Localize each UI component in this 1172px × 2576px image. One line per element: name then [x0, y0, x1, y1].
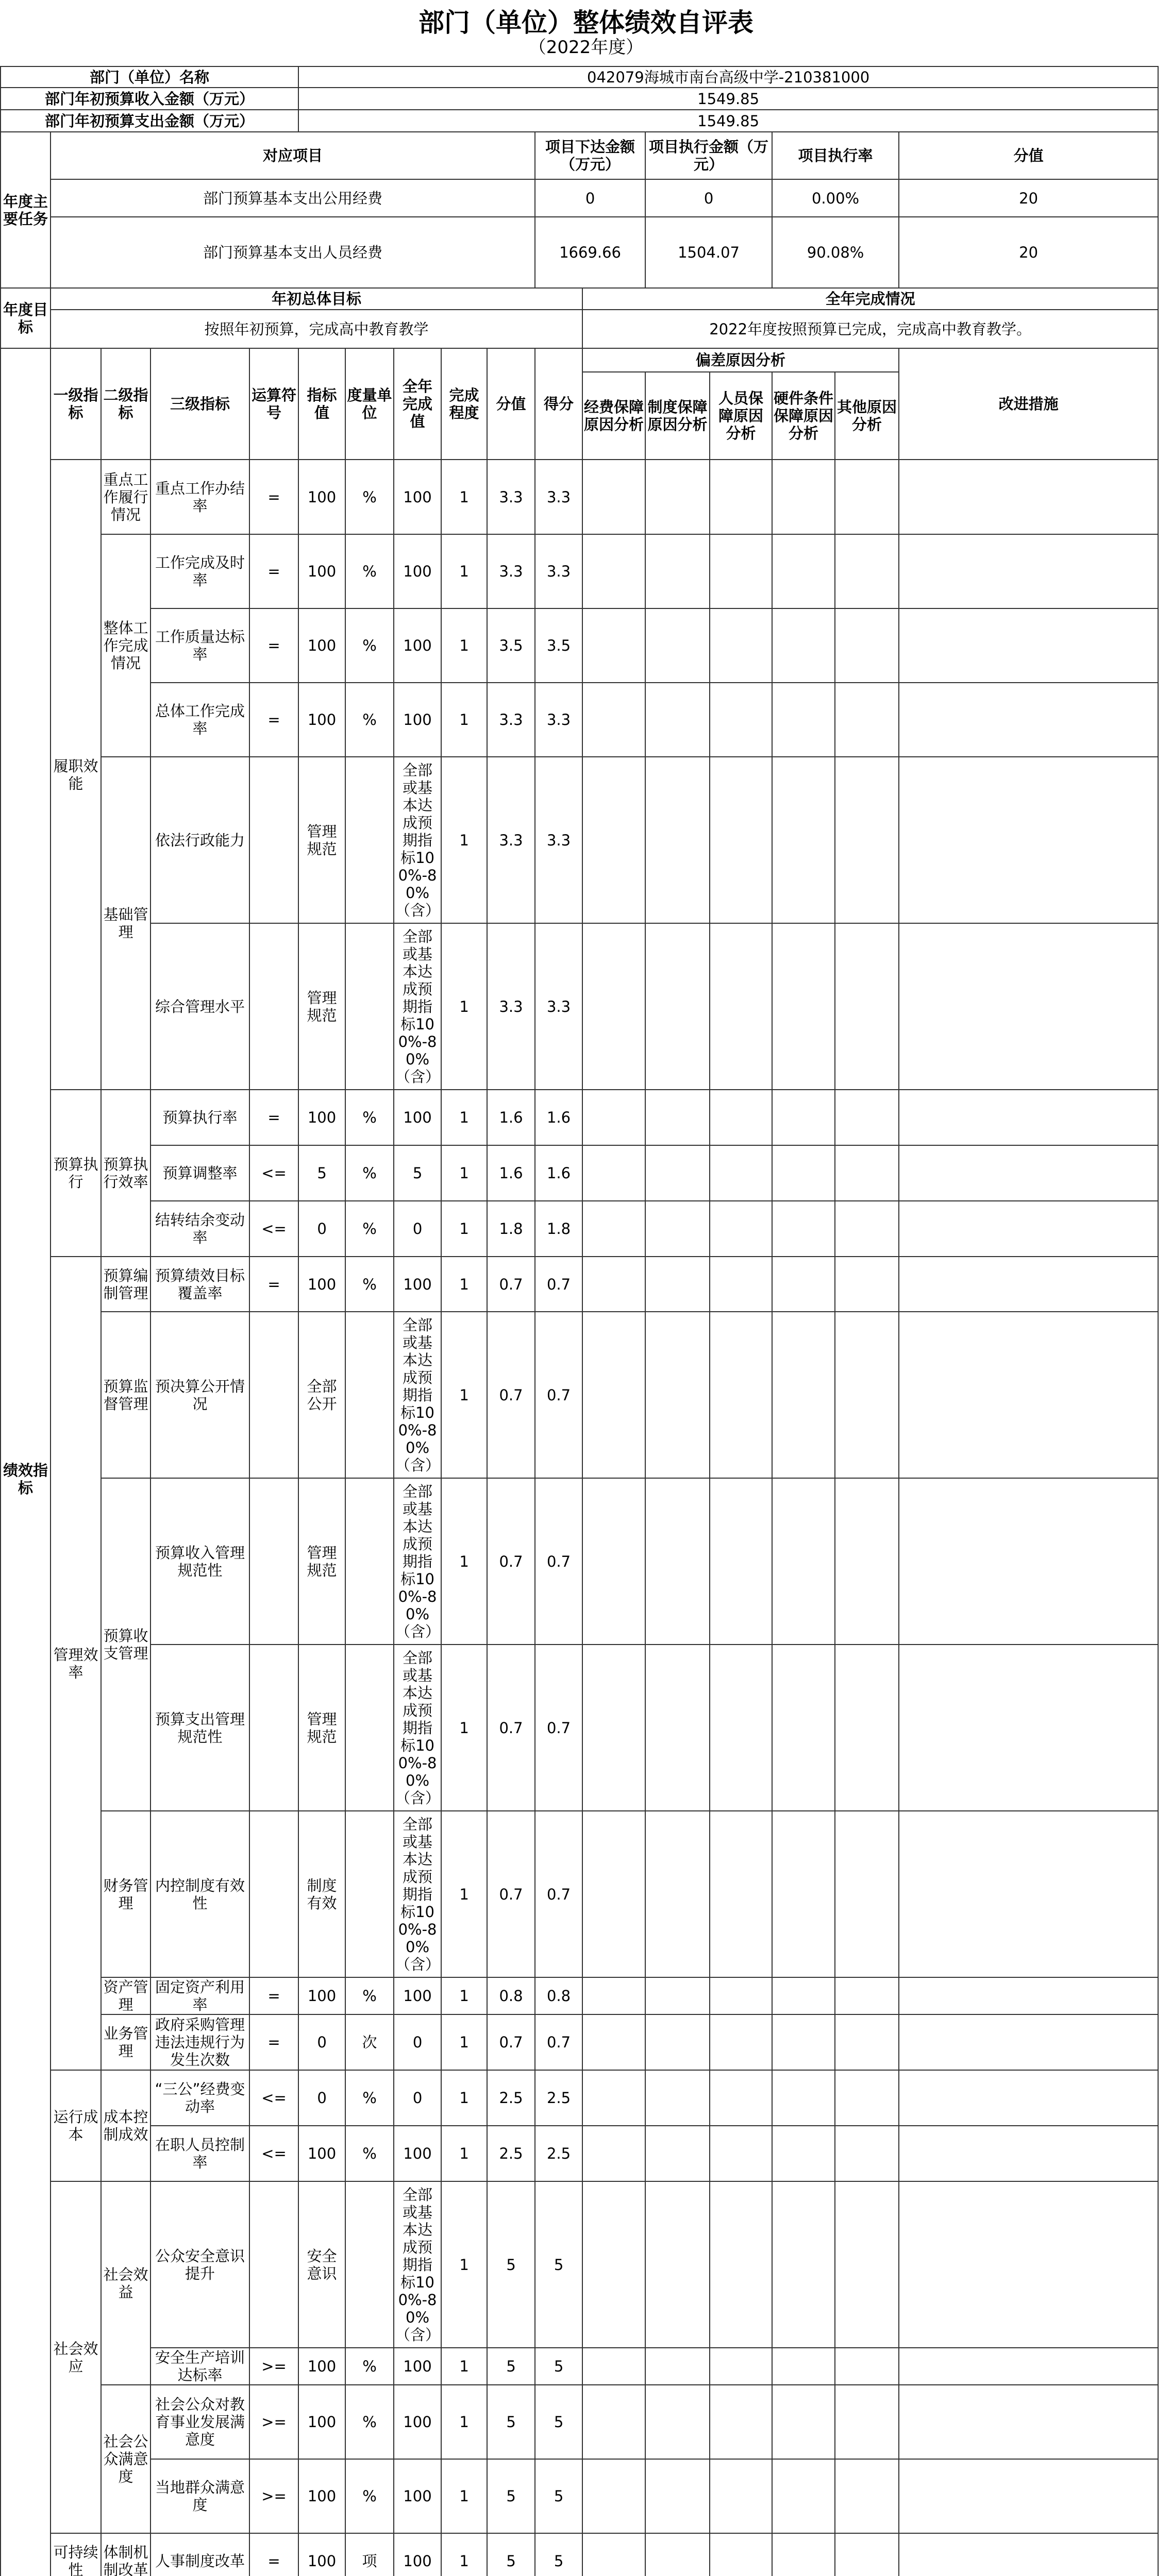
- op-cell: <=: [249, 2070, 298, 2126]
- target-cell: 100: [298, 683, 345, 757]
- unit-cell: %: [345, 2070, 394, 2126]
- unit-cell: %: [345, 1977, 394, 2014]
- degree-cell: 1: [441, 1478, 487, 1645]
- table-row: [1, 923, 1158, 1090]
- op-cell: =: [249, 534, 298, 608]
- degree-cell: 1: [441, 683, 487, 757]
- op-cell: [249, 1312, 298, 1478]
- op-cell: =: [249, 683, 298, 757]
- actual-cell: 全部或基本达成预期指标100%-80%（含）: [394, 1478, 441, 1645]
- weight-cell: 0.8: [487, 1977, 535, 2014]
- actual-cell: 100: [394, 1257, 441, 1312]
- info-row: [1, 88, 1158, 110]
- score-cell: 0.7: [535, 1645, 582, 1811]
- actual-cell: 100: [394, 1977, 441, 2014]
- weight-cell: 3.3: [487, 923, 535, 1090]
- weight-cell: 5: [487, 2181, 535, 2348]
- actual-cell: 全部或基本达成预期指标100%-80%（含）: [394, 1645, 441, 1811]
- score-cell: 5: [535, 2459, 582, 2533]
- goals-completion-text: 2022年度按照预算已完成，完成高中教育教学。: [582, 310, 1158, 348]
- score-cell: 3.3: [535, 683, 582, 757]
- table-row: [1, 1201, 1158, 1257]
- table-row: [1, 2385, 1158, 2459]
- perf-header: 全年完成值: [394, 348, 441, 460]
- weight-cell: 5: [487, 2533, 535, 2576]
- op-cell: =: [249, 2533, 298, 2576]
- target-cell: 100: [298, 2385, 345, 2459]
- level3-cell: 当地群众满意度: [150, 2459, 249, 2533]
- perf-header: 一级指标: [51, 348, 101, 460]
- unit-cell: [345, 923, 394, 1090]
- table-row: [1, 608, 1158, 683]
- deviation-subheader: 硬件条件保障原因分析: [772, 372, 835, 460]
- actual-cell: 100: [394, 2385, 441, 2459]
- task-executed: 1504.07: [645, 217, 772, 288]
- op-cell: >=: [249, 2348, 298, 2385]
- unit-cell: [345, 1811, 394, 1977]
- op-cell: [249, 1478, 298, 1645]
- level1-cell: 运行成本: [51, 2070, 101, 2181]
- table-row: [1, 2126, 1158, 2181]
- task-allocated: 1669.66: [535, 217, 645, 288]
- task-executed: 0: [645, 179, 772, 217]
- unit-cell: 次: [345, 2014, 394, 2070]
- actual-cell: 全部或基本达成预期指标100%-80%（含）: [394, 1811, 441, 1977]
- target-cell: 100: [298, 2533, 345, 2576]
- op-cell: <=: [249, 1145, 298, 1201]
- actual-cell: 100: [394, 608, 441, 683]
- score-cell: 0.7: [535, 1811, 582, 1977]
- target-cell: 0: [298, 2070, 345, 2126]
- weight-cell: 1.6: [487, 1090, 535, 1145]
- op-cell: [249, 2181, 298, 2348]
- degree-cell: 1: [441, 1201, 487, 1257]
- task-project: 部门预算基本支出人员经费: [51, 217, 535, 288]
- unit-cell: %: [345, 2385, 394, 2459]
- score-cell: 0.7: [535, 1312, 582, 1478]
- table-row: [1, 1645, 1158, 1811]
- actual-cell: 100: [394, 2459, 441, 2533]
- task-project: 部门预算基本支出公用经费: [51, 179, 535, 217]
- unit-cell: 项: [345, 2533, 394, 2576]
- tasks-header: 分值: [899, 132, 1158, 179]
- level2-cell: 社会公众满意度: [101, 2385, 150, 2533]
- degree-cell: 1: [441, 2181, 487, 2348]
- unit-cell: %: [345, 1145, 394, 1201]
- goals-completion-label: 全年完成情况: [582, 288, 1158, 310]
- weight-cell: 1.6: [487, 1145, 535, 1201]
- info-value: 1549.85: [298, 110, 1158, 132]
- degree-cell: 1: [441, 608, 487, 683]
- unit-cell: %: [345, 1257, 394, 1312]
- score-cell: 5: [535, 2181, 582, 2348]
- weight-cell: 5: [487, 2459, 535, 2533]
- weight-cell: 5: [487, 2348, 535, 2385]
- weight-cell: 3.3: [487, 757, 535, 923]
- deviation-subheader: 制度保障原因分析: [645, 372, 710, 460]
- level3-cell: 总体工作完成率: [150, 683, 249, 757]
- tasks-section-label: 年度主要任务: [1, 132, 51, 288]
- level3-cell: 公众安全意识提升: [150, 2181, 249, 2348]
- unit-cell: %: [345, 1201, 394, 1257]
- level2-cell: 预算执行效率: [101, 1090, 150, 1257]
- deviation-subheader: 其他原因分析: [835, 372, 899, 460]
- unit-cell: %: [345, 460, 394, 534]
- level3-cell: 政府采购管理违法违规行为发生次数: [150, 2014, 249, 2070]
- actual-cell: 100: [394, 534, 441, 608]
- unit-cell: %: [345, 1090, 394, 1145]
- weight-cell: 0.7: [487, 1478, 535, 1645]
- unit-cell: %: [345, 2459, 394, 2533]
- level2-cell: 成本控制成效: [101, 2070, 150, 2181]
- degree-cell: 1: [441, 534, 487, 608]
- degree-cell: 1: [441, 2348, 487, 2385]
- unit-cell: %: [345, 683, 394, 757]
- level2-cell: 体制机制改革: [101, 2533, 150, 2576]
- target-cell: 0: [298, 2014, 345, 2070]
- target-cell: 0: [298, 1201, 345, 1257]
- level3-cell: 结转结余变动率: [150, 1201, 249, 1257]
- score-cell: 3.5: [535, 608, 582, 683]
- weight-cell: 0.7: [487, 1257, 535, 1312]
- level3-cell: 固定资产利用率: [150, 1977, 249, 2014]
- table-row: [1, 1811, 1158, 1977]
- degree-cell: 1: [441, 923, 487, 1090]
- score-cell: 2.5: [535, 2126, 582, 2181]
- table-row: [1, 460, 1158, 534]
- perf-header-row: [1, 348, 1158, 372]
- tasks-header: 项目下达金额（万元）: [535, 132, 645, 179]
- degree-cell: 1: [441, 1090, 487, 1145]
- target-cell: 管理规范: [298, 1645, 345, 1811]
- op-cell: =: [249, 1090, 298, 1145]
- level3-cell: 重点工作办结率: [150, 460, 249, 534]
- level3-cell: 社会公众对教育事业发展满意度: [150, 2385, 249, 2459]
- table-row: [1, 1257, 1158, 1312]
- info-value: 042079海城市南台高级中学-210381000: [298, 66, 1158, 88]
- degree-cell: 1: [441, 2014, 487, 2070]
- degree-cell: 1: [441, 460, 487, 534]
- op-cell: =: [249, 460, 298, 534]
- level2-cell: 资产管理: [101, 1977, 150, 2014]
- score-cell: 1.6: [535, 1145, 582, 1201]
- target-cell: 100: [298, 2459, 345, 2533]
- info-row: [1, 66, 1158, 88]
- target-cell: 全部公开: [298, 1312, 345, 1478]
- level3-cell: 预算收入管理规范性: [150, 1478, 249, 1645]
- degree-cell: 1: [441, 2070, 487, 2126]
- score-cell: 1.8: [535, 1201, 582, 1257]
- op-cell: =: [249, 1257, 298, 1312]
- score-cell: 0.7: [535, 2014, 582, 2070]
- level3-cell: 依法行政能力: [150, 757, 249, 923]
- actual-cell: 100: [394, 1090, 441, 1145]
- tasks-row: [1, 217, 1158, 288]
- target-cell: 100: [298, 608, 345, 683]
- score-cell: 0.7: [535, 1257, 582, 1312]
- actual-cell: 5: [394, 1145, 441, 1201]
- info-label: 部门（单位）名称: [1, 66, 298, 88]
- deviation-subheader: 人员保障原因分析: [710, 372, 772, 460]
- table-row: [1, 1478, 1158, 1645]
- degree-cell: 1: [441, 2126, 487, 2181]
- degree-cell: 1: [441, 757, 487, 923]
- score-cell: 3.3: [535, 460, 582, 534]
- table-row: [1, 1312, 1158, 1478]
- level3-cell: 工作质量达标率: [150, 608, 249, 683]
- target-cell: 100: [298, 534, 345, 608]
- level2-cell: 基础管理: [101, 757, 150, 1090]
- level3-cell: 工作完成及时率: [150, 534, 249, 608]
- unit-cell: %: [345, 2348, 394, 2385]
- level3-cell: 预算调整率: [150, 1145, 249, 1201]
- page-title: 部门（单位）整体绩效自评表: [418, 8, 754, 38]
- unit-cell: %: [345, 608, 394, 683]
- goals-section-label: 年度目标: [1, 288, 51, 348]
- unit-cell: [345, 1645, 394, 1811]
- degree-cell: 1: [441, 1977, 487, 2014]
- level2-cell: 社会效益: [101, 2181, 150, 2385]
- weight-cell: 0.7: [487, 2014, 535, 2070]
- deviation-header: 偏差原因分析: [582, 348, 899, 372]
- info-row: [1, 110, 1158, 132]
- actual-cell: 100: [394, 2533, 441, 2576]
- score-cell: 2.5: [535, 2070, 582, 2126]
- level2-cell: 预算监督管理: [101, 1312, 150, 1478]
- score-cell: 0.7: [535, 1478, 582, 1645]
- table-row: [1, 1145, 1158, 1201]
- target-cell: 管理规范: [298, 923, 345, 1090]
- actual-cell: 全部或基本达成预期指标100%-80%（含）: [394, 923, 441, 1090]
- target-cell: 管理规范: [298, 1478, 345, 1645]
- degree-cell: 1: [441, 2533, 487, 2576]
- score-cell: 5: [535, 2385, 582, 2459]
- weight-cell: 3.5: [487, 608, 535, 683]
- target-cell: 制度有效: [298, 1811, 345, 1977]
- info-value: 1549.85: [298, 88, 1158, 110]
- level3-cell: 安全生产培训达标率: [150, 2348, 249, 2385]
- goals-initial-text: 按照年初预算，完成高中教育教学: [51, 310, 582, 348]
- goals-row: [1, 310, 1158, 348]
- score-cell: 3.3: [535, 923, 582, 1090]
- degree-cell: 1: [441, 1312, 487, 1478]
- op-cell: [249, 757, 298, 923]
- actual-cell: 100: [394, 460, 441, 534]
- table-row: [1, 683, 1158, 757]
- level2-cell: 重点工作履行情况: [101, 460, 150, 534]
- actual-cell: 100: [394, 2348, 441, 2385]
- level3-cell: 在职人员控制率: [150, 2126, 249, 2181]
- table-row: [1, 2459, 1158, 2533]
- actual-cell: 100: [394, 2126, 441, 2181]
- level1-cell: 可持续性: [51, 2533, 101, 2576]
- perf-header: 指标值: [298, 348, 345, 460]
- degree-cell: 1: [441, 1257, 487, 1312]
- table-row: [1, 757, 1158, 923]
- task-allocated: 0: [535, 179, 645, 217]
- tasks-header: 对应项目: [51, 132, 535, 179]
- target-cell: 100: [298, 1977, 345, 2014]
- evaluation-table: [0, 66, 1159, 2576]
- level1-cell: 预算执行: [51, 1090, 101, 1257]
- task-weight: 20: [899, 217, 1158, 288]
- op-cell: [249, 923, 298, 1090]
- op-cell: =: [249, 1977, 298, 2014]
- task-rate: 0.00%: [772, 179, 899, 217]
- level2-cell: 整体工作完成情况: [101, 534, 150, 757]
- weight-cell: 0.7: [487, 1811, 535, 1977]
- op-cell: =: [249, 2014, 298, 2070]
- weight-cell: 2.5: [487, 2126, 535, 2181]
- table-row: [1, 2533, 1158, 2576]
- level1-cell: 履职效能: [51, 460, 101, 1090]
- info-label: 部门年初预算支出金额（万元）: [1, 110, 298, 132]
- perf-header: 得分: [535, 348, 582, 460]
- weight-cell: 1.8: [487, 1201, 535, 1257]
- level1-cell: 管理效率: [51, 1257, 101, 2070]
- score-cell: 5: [535, 2348, 582, 2385]
- actual-cell: 全部或基本达成预期指标100%-80%（含）: [394, 2181, 441, 2348]
- degree-cell: 1: [441, 1811, 487, 1977]
- info-label: 部门年初预算收入金额（万元）: [1, 88, 298, 110]
- level3-cell: 预算支出管理规范性: [150, 1645, 249, 1811]
- table-row: [1, 2181, 1158, 2348]
- perf-header: 运算符号: [249, 348, 298, 460]
- level1-cell: 社会效应: [51, 2181, 101, 2533]
- actual-cell: 全部或基本达成预期指标100%-80%（含）: [394, 757, 441, 923]
- target-cell: 100: [298, 1090, 345, 1145]
- table-row: [1, 2348, 1158, 2385]
- actual-cell: 100: [394, 683, 441, 757]
- table-row: [1, 1090, 1158, 1145]
- perf-header: 度量单位: [345, 348, 394, 460]
- actual-cell: 0: [394, 1201, 441, 1257]
- target-cell: 5: [298, 1145, 345, 1201]
- unit-cell: [345, 1312, 394, 1478]
- table-row: [1, 2070, 1158, 2126]
- op-cell: [249, 1811, 298, 1977]
- level2-cell: 业务管理: [101, 2014, 150, 2070]
- unit-cell: [345, 1478, 394, 1645]
- level3-cell: “三公”经费变动率: [150, 2070, 249, 2126]
- unit-cell: %: [345, 2126, 394, 2181]
- level3-cell: 预决算公开情况: [150, 1312, 249, 1478]
- level3-cell: 预算绩效目标覆盖率: [150, 1257, 249, 1312]
- op-cell: [249, 1645, 298, 1811]
- level3-cell: 预算执行率: [150, 1090, 249, 1145]
- tasks-header: 项目执行率: [772, 132, 899, 179]
- weight-cell: 3.3: [487, 460, 535, 534]
- weight-cell: 3.3: [487, 534, 535, 608]
- weight-cell: 0.7: [487, 1312, 535, 1478]
- perf-header: 完成程度: [441, 348, 487, 460]
- target-cell: 100: [298, 460, 345, 534]
- score-cell: 0.8: [535, 1977, 582, 2014]
- unit-cell: [345, 2181, 394, 2348]
- perf-header: 分值: [487, 348, 535, 460]
- tasks-row: [1, 179, 1158, 217]
- weight-cell: 0.7: [487, 1645, 535, 1811]
- tasks-header-row: [1, 132, 1158, 179]
- page-subtitle: （2022年度）: [528, 37, 644, 58]
- perf-section-label: 绩效指标: [1, 348, 51, 2576]
- degree-cell: 1: [441, 1145, 487, 1201]
- table-row: [1, 1977, 1158, 2014]
- table-row: [1, 2014, 1158, 2070]
- weight-cell: 3.3: [487, 683, 535, 757]
- level2-cell: 财务管理: [101, 1811, 150, 1977]
- target-cell: 100: [298, 2348, 345, 2385]
- table-row: [1, 534, 1158, 608]
- op-cell: =: [249, 608, 298, 683]
- level2-cell: 预算编制管理: [101, 1257, 150, 1312]
- tasks-header: 项目执行金额（万元）: [645, 132, 772, 179]
- weight-cell: 2.5: [487, 2070, 535, 2126]
- target-cell: 100: [298, 1257, 345, 1312]
- op-cell: <=: [249, 2126, 298, 2181]
- unit-cell: %: [345, 534, 394, 608]
- unit-cell: [345, 757, 394, 923]
- task-weight: 20: [899, 179, 1158, 217]
- target-cell: 安全意识: [298, 2181, 345, 2348]
- target-cell: 100: [298, 2126, 345, 2181]
- level2-cell: 预算收支管理: [101, 1478, 150, 1811]
- task-rate: 90.08%: [772, 217, 899, 288]
- level3-cell: 综合管理水平: [150, 923, 249, 1090]
- target-cell: 管理规范: [298, 757, 345, 923]
- deviation-subheader: 经费保障原因分析: [582, 372, 645, 460]
- degree-cell: 1: [441, 2459, 487, 2533]
- actual-cell: 0: [394, 2014, 441, 2070]
- level3-cell: 内控制度有效性: [150, 1811, 249, 1977]
- actual-cell: 全部或基本达成预期指标100%-80%（含）: [394, 1312, 441, 1478]
- op-cell: >=: [249, 2385, 298, 2459]
- degree-cell: 1: [441, 1645, 487, 1811]
- score-cell: 3.3: [535, 534, 582, 608]
- actual-cell: 0: [394, 2070, 441, 2126]
- score-cell: 5: [535, 2533, 582, 2576]
- perf-header: 三级指标: [150, 348, 249, 460]
- score-cell: 3.3: [535, 757, 582, 923]
- goals-header-row: [1, 288, 1158, 310]
- improve-header: 改进措施: [899, 348, 1158, 460]
- weight-cell: 5: [487, 2385, 535, 2459]
- degree-cell: 1: [441, 2385, 487, 2459]
- op-cell: <=: [249, 1201, 298, 1257]
- op-cell: >=: [249, 2459, 298, 2533]
- level3-cell: 人事制度改革: [150, 2533, 249, 2576]
- perf-header: 二级指标: [101, 348, 150, 460]
- score-cell: 1.6: [535, 1090, 582, 1145]
- goals-initial-label: 年初总体目标: [51, 288, 582, 310]
